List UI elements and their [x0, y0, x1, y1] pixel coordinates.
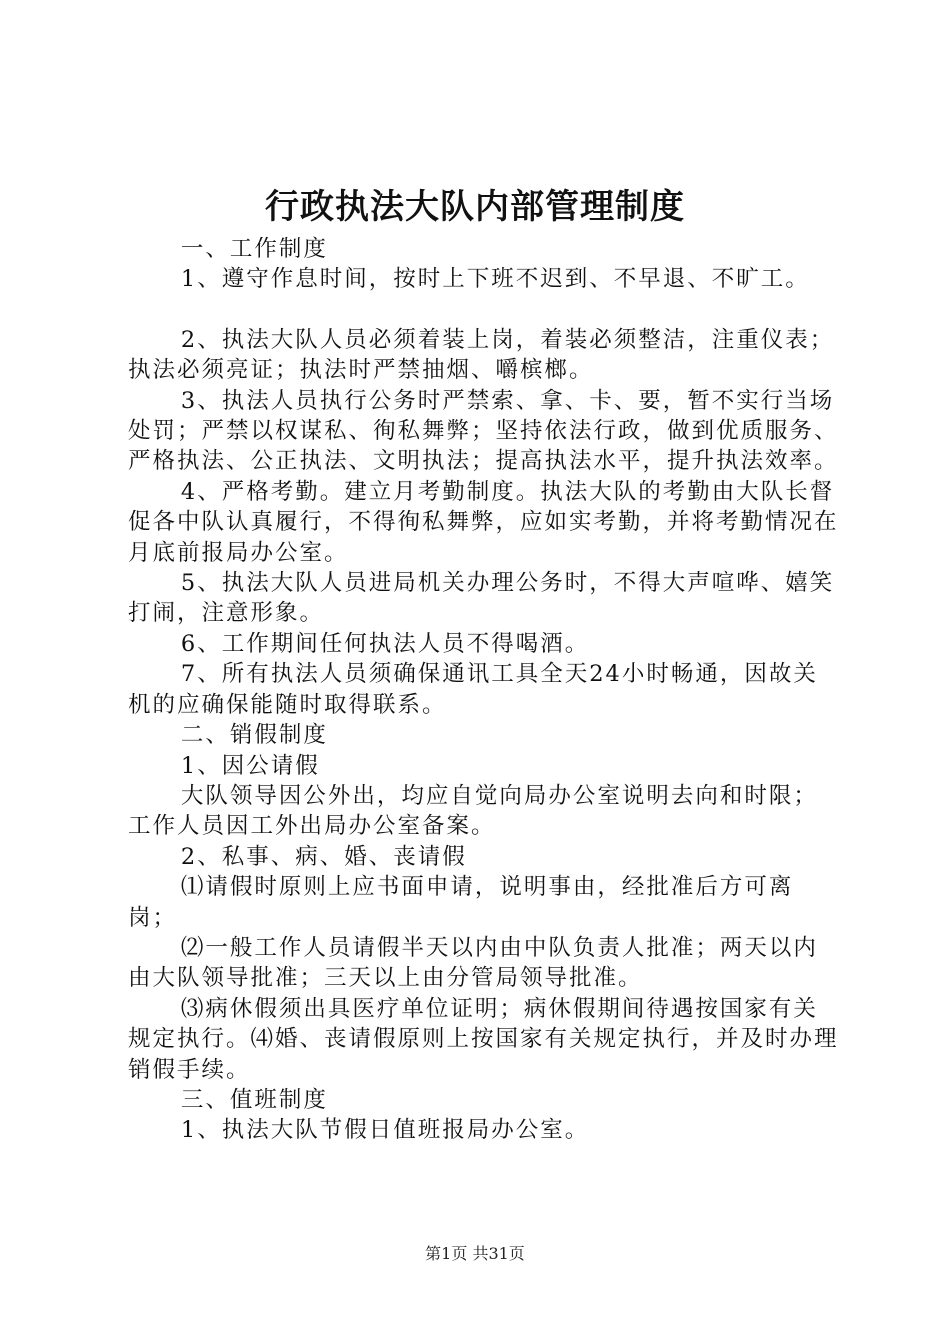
- paragraph-leave-2-item-1: ⑴请假时原则上应书面申请，说明事由，经批准后方可离岗；: [128, 874, 794, 931]
- paragraph-work-3: 3、执法人员执行公务时严禁索、拿、卡、要，暂不实行当场处罚；严禁以权谋私、徇私舞弊；坚持依法行政，做到优质服务、严格执法、公正执法、文明执法；提高执法水平，提升执法效率。: [128, 387, 839, 475]
- paragraph-work-5: 5、执法大队人员进局机关办理公务时，不得大声喧哗、嬉笑打闹，注意形象。: [128, 570, 835, 627]
- section-heading-work-rules: 一、工作制度: [180, 236, 328, 262]
- paragraph-leave-2-item-2: ⑵一般工作人员请假半天以内由中队负责人批准；两天以内由大队领导批准；三天以上由分管局领导批准。: [128, 934, 818, 992]
- paragraph-duty-1: 1、执法大队节假日值班报局办公室。: [180, 1117, 590, 1144]
- paragraph-leave-1-heading: 1、因公请假: [180, 752, 320, 779]
- page-footer: 第1页 共31页: [425, 1244, 525, 1263]
- paragraph-work-2: 2、执法大队人员必须着装上岗，着装必须整洁，注重仪表；执法必须亮证；执法时严禁抽烟、嚼槟榔。: [128, 326, 835, 384]
- paragraph-work-7: 7、所有执法人员须确保通讯工具全天24小时畅通，因故关机的应确保能随时取得联系。: [128, 661, 818, 718]
- paragraph-work-4: 4、严格考勤。建立月考勤制度。执法大队的考勤由大队长督促各中队认真履行，不得徇私舞弊，应如实考勤，并将考勤情况在月底前报局办公室。: [128, 478, 839, 566]
- paragraph-leave-2-item-3-4: ⑶病休假须出具医疗单位证明；病休假期间待遇按国家有关规定执行。⑷婚、丧请假原则上按国家有关规定执行，并及时办理销假手续。: [128, 995, 839, 1083]
- paragraph-leave-1-body: 大队领导因公外出，均应自觉向局办公室说明去向和时限；工作人员因工外出局办公室备案。: [128, 782, 818, 840]
- section-heading-leave-rules: 二、销假制度: [180, 722, 328, 749]
- document-title: 行政执法大队内部管理制度: [265, 187, 685, 227]
- paragraph-work-1: 1、遵守作息时间，按时上下班不迟到、不早退、不旷工。: [180, 266, 810, 293]
- paragraph-leave-2-heading: 2、私事、病、婚、丧请假: [180, 843, 467, 870]
- document-body: [128, 234, 840, 1146]
- section-heading-duty-rules: 三、值班制度: [180, 1086, 328, 1113]
- paragraph-work-6: 6、工作期间任何执法人员不得喝酒。: [180, 630, 590, 657]
